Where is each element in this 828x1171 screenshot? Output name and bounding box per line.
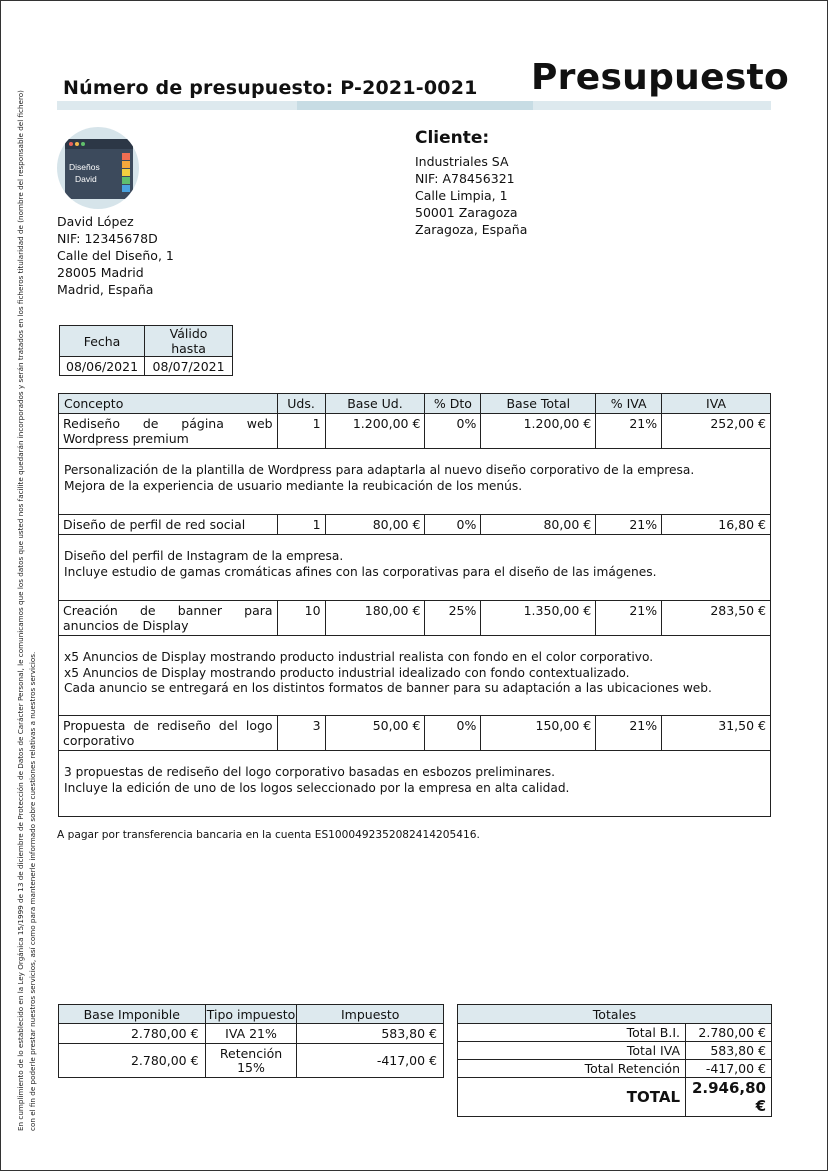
item-base-total: 1.200,00 € — [481, 414, 596, 449]
client-nif: NIF: A78456321 — [415, 171, 515, 186]
item-discount: 0% — [425, 716, 481, 751]
item-base-total: 1.350,00 € — [481, 601, 596, 636]
legal-notice-line-1: En cumplimiento de lo establecido en la Ley Orgánica 15/1999 de 13 de diciembre de Protección de Datos de Carácter Personal, le comunicamos que los datos que usted nos facilite quedarán incorporados y serán tratados en los ficheros titularidad de (nombre del responsable del fichero) — [16, 90, 25, 1131]
col-vat-pct: % IVA — [596, 394, 662, 414]
table-row — [59, 515, 771, 535]
table-row — [59, 601, 771, 636]
total-vat-label: Total IVA — [458, 1042, 686, 1060]
item-vat: 16,80 € — [662, 515, 771, 535]
table-row — [59, 414, 771, 449]
issuer-nif: NIF: 12345678D — [57, 231, 158, 246]
total-withholding-label: Total Retención — [458, 1060, 686, 1078]
tax-type: Retención 15% — [205, 1044, 297, 1078]
table-row — [458, 1060, 772, 1078]
total-base-label: Total B.I. — [458, 1024, 686, 1042]
item-unit-price: 80,00 € — [325, 515, 425, 535]
logo-text-line-1: Diseños — [69, 162, 100, 172]
item-description-line: x5 Anuncios de Display mostrando producto industrial realista con fondo en el color corporativo. — [64, 650, 654, 664]
col-tax-type: Tipo impuesto — [206, 1006, 296, 1022]
col-units: Uds. — [277, 394, 325, 414]
items-header-row — [59, 394, 771, 414]
item-unit-price: 50,00 € — [325, 716, 425, 751]
item-description-row — [59, 636, 771, 716]
items-table — [58, 393, 771, 817]
col-base-total: Base Total — [481, 394, 596, 414]
client-city: 50001 Zaragoza — [415, 205, 518, 220]
logo-text-line-2: David — [75, 174, 97, 184]
issuer-city: 28005 Madrid — [57, 265, 144, 280]
item-discount: 0% — [425, 515, 481, 535]
item-description-row — [59, 751, 771, 817]
dates-table — [59, 325, 233, 376]
quote-number: Número de presupuesto: P-2021-0021 — [63, 77, 478, 99]
item-concept: Creación de banner para anuncios de Display — [59, 601, 278, 636]
item-description-line: Personalización de la plantilla de Wordpress para adaptarla al nuevo diseño corporativo de la empresa. — [64, 463, 695, 477]
item-unit-price: 1.200,00 € — [325, 414, 425, 449]
table-row — [59, 716, 771, 751]
totals-heading: Totales — [458, 1005, 772, 1024]
item-discount: 0% — [425, 414, 481, 449]
issuer-street: Calle del Diseño, 1 — [57, 248, 174, 263]
legal-notice-line-2: con el fin de poderle prestar nuestros servicios, así como para mantenerle informado sobre cuestiones relativas a nuestros servicios. — [27, 651, 37, 1131]
payment-note: A pagar por transferencia bancaria en la cuenta ES1000492352082414205416. — [57, 829, 480, 841]
grand-total-row — [458, 1078, 772, 1117]
total-base-value: 2.780,00 € — [686, 1024, 772, 1042]
item-units: 10 — [277, 601, 325, 636]
legal-notice — [15, 41, 41, 1131]
issuer-name: David López — [57, 214, 134, 229]
tax-amount: 583,80 € — [297, 1024, 444, 1044]
item-vat: 31,50 € — [662, 716, 771, 751]
client-heading: Cliente: — [415, 128, 490, 148]
item-description-row — [59, 449, 771, 515]
item-vat-pct: 21% — [596, 601, 662, 636]
client-address — [415, 153, 527, 238]
col-discount: % Dto — [425, 394, 481, 414]
client-name: Industriales SA — [415, 154, 509, 169]
table-row — [59, 1024, 444, 1044]
item-units: 3 — [277, 716, 325, 751]
tax-type: IVA 21% — [205, 1024, 297, 1044]
col-unit-price: Base Ud. — [325, 394, 425, 414]
item-description-line: 3 propuestas de rediseño del logo corporativo basadas en esbozos preliminares. — [64, 765, 555, 779]
tax-base: 2.780,00 € — [59, 1024, 206, 1044]
tax-table — [58, 1004, 444, 1078]
totals-table — [457, 1004, 772, 1117]
item-description-line: Cada anuncio se entregará en los distintos formatos de banner para su adaptación a las ubicaciones web. — [64, 681, 712, 695]
quote-date: 08/06/2021 — [60, 357, 145, 376]
document-title: Presupuesto — [531, 57, 790, 98]
item-vat-pct: 21% — [596, 414, 662, 449]
table-row — [59, 1044, 444, 1078]
item-vat-pct: 21% — [596, 515, 662, 535]
item-concept: Rediseño de página web Wordpress premium — [59, 414, 278, 449]
title-underline-bar — [57, 101, 771, 110]
item-base-total: 150,00 € — [481, 716, 596, 751]
item-description-line: Incluye la edición de uno de los logos seleccionado por la empresa en alta calidad. — [64, 780, 570, 795]
tax-base: 2.780,00 € — [59, 1044, 206, 1078]
item-unit-price: 180,00 € — [325, 601, 425, 636]
issuer-address — [57, 213, 174, 298]
grand-total-value: 2.946,80 € — [686, 1078, 772, 1117]
total-withholding-value: -417,00 € — [686, 1060, 772, 1078]
valid-until-header: Válido hasta — [145, 326, 233, 357]
item-discount: 25% — [425, 601, 481, 636]
item-description-line: Incluye estudio de gamas cromáticas afines con las corporativas para el diseño de las imágenes. — [64, 564, 657, 579]
item-units: 1 — [277, 414, 325, 449]
item-vat: 252,00 € — [662, 414, 771, 449]
table-row — [458, 1024, 772, 1042]
item-base-total: 80,00 € — [481, 515, 596, 535]
grand-total-label: TOTAL — [458, 1078, 686, 1117]
table-row — [458, 1042, 772, 1060]
tax-amount: -417,00 € — [297, 1044, 444, 1078]
col-taxable-base: Base Imponible — [59, 1005, 206, 1024]
valid-until-date: 08/07/2021 — [145, 357, 233, 376]
client-region: Zaragoza, España — [415, 222, 528, 237]
item-description-row — [59, 535, 771, 601]
item-concept: Diseño de perfil de red social — [59, 515, 278, 535]
total-vat-value: 583,80 € — [686, 1042, 772, 1060]
client-street: Calle Limpia, 1 — [415, 188, 508, 203]
item-units: 1 — [277, 515, 325, 535]
item-description-line: Mejora de la experiencia de usuario mediante la reubicación de los menús. — [64, 478, 523, 493]
col-concept: Concepto — [59, 394, 278, 414]
date-header: Fecha — [60, 326, 145, 357]
item-concept: Propuesta de rediseño del logo corporativo — [59, 716, 278, 751]
col-vat: IVA — [662, 394, 771, 414]
item-description-line: x5 Anuncios de Display mostrando producto industrial idealizado con fondo contextualizado. — [64, 665, 630, 680]
item-vat-pct: 21% — [596, 716, 662, 751]
issuer-region: Madrid, España — [57, 282, 154, 297]
col-tax-amount: Impuesto — [297, 1005, 444, 1024]
item-vat: 283,50 € — [662, 601, 771, 636]
company-logo — [57, 127, 139, 209]
item-description-line: Diseño del perfil de Instagram de la empresa. — [64, 549, 344, 563]
